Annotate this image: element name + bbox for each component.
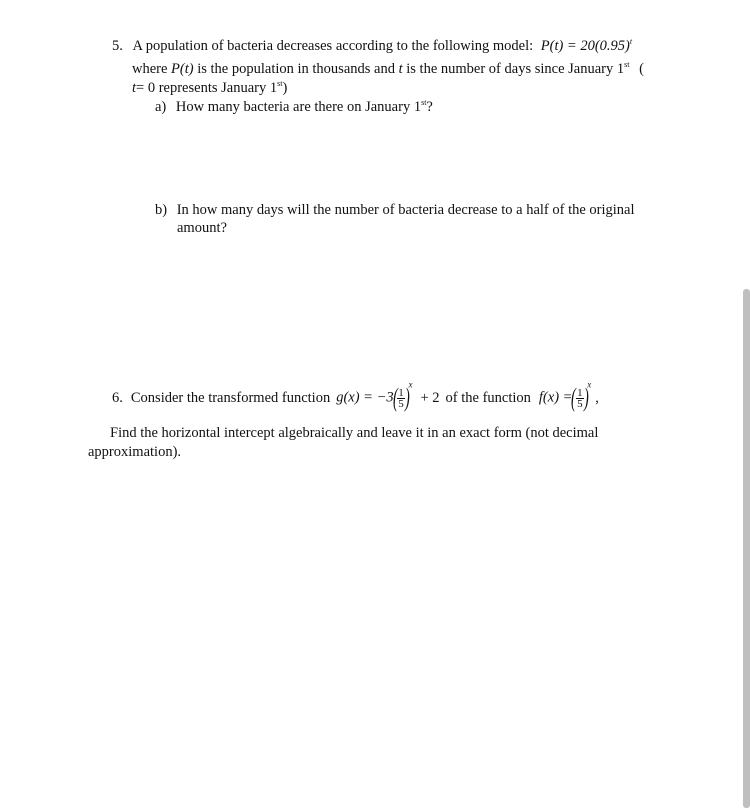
model-formula: $P(t) = 20(0.95)^t$	[540, 37, 633, 54]
question-intro: A population of bacteria decreases according to the following model:	[132, 38, 534, 54]
question-number: 6.	[112, 389, 123, 406]
question-5-line-3: t= 0 represents January 1st)	[132, 79, 288, 96]
question-6-line-2: Find the horizontal intercept algebraically and leave it in an exact form (not decimal	[110, 425, 599, 441]
g-function: g(x) = −3( $\frac{1}{5}$ )$^x$	[336, 379, 413, 412]
question-5-line-2: where P(t) is the population in thousands and t is the number of days since January 1st (	[132, 60, 644, 77]
question-number: 5.	[112, 38, 123, 54]
f-function: f(x) =( $\frac{1}{5}$ )$^x$	[538, 379, 592, 412]
part-b-line-1	[155, 202, 635, 219]
question-5-line-1	[112, 38, 632, 55]
question-6-line-1: 6. Consider the transformed function g(x) = −3( $\frac{1}{5}$ )$^x$ + 2 of the function f(x) =( $\frac{1}{5}$ )$^x$ ,	[112, 379, 599, 412]
question-intro: Consider the transformed function	[130, 389, 331, 406]
part-a-label: a)	[155, 99, 167, 115]
part-a-text: How many bacteria are there on January 1st?	[175, 98, 433, 115]
part-b-label: b)	[155, 202, 168, 218]
part-a	[155, 99, 433, 116]
part-b-line-2: amount?	[177, 220, 227, 236]
scrollbar[interactable]	[743, 289, 750, 808]
part-b-text: In how many days will the number of bacteria decrease to a half of the original	[176, 202, 635, 218]
question-6-line-3: approximation).	[88, 444, 182, 460]
